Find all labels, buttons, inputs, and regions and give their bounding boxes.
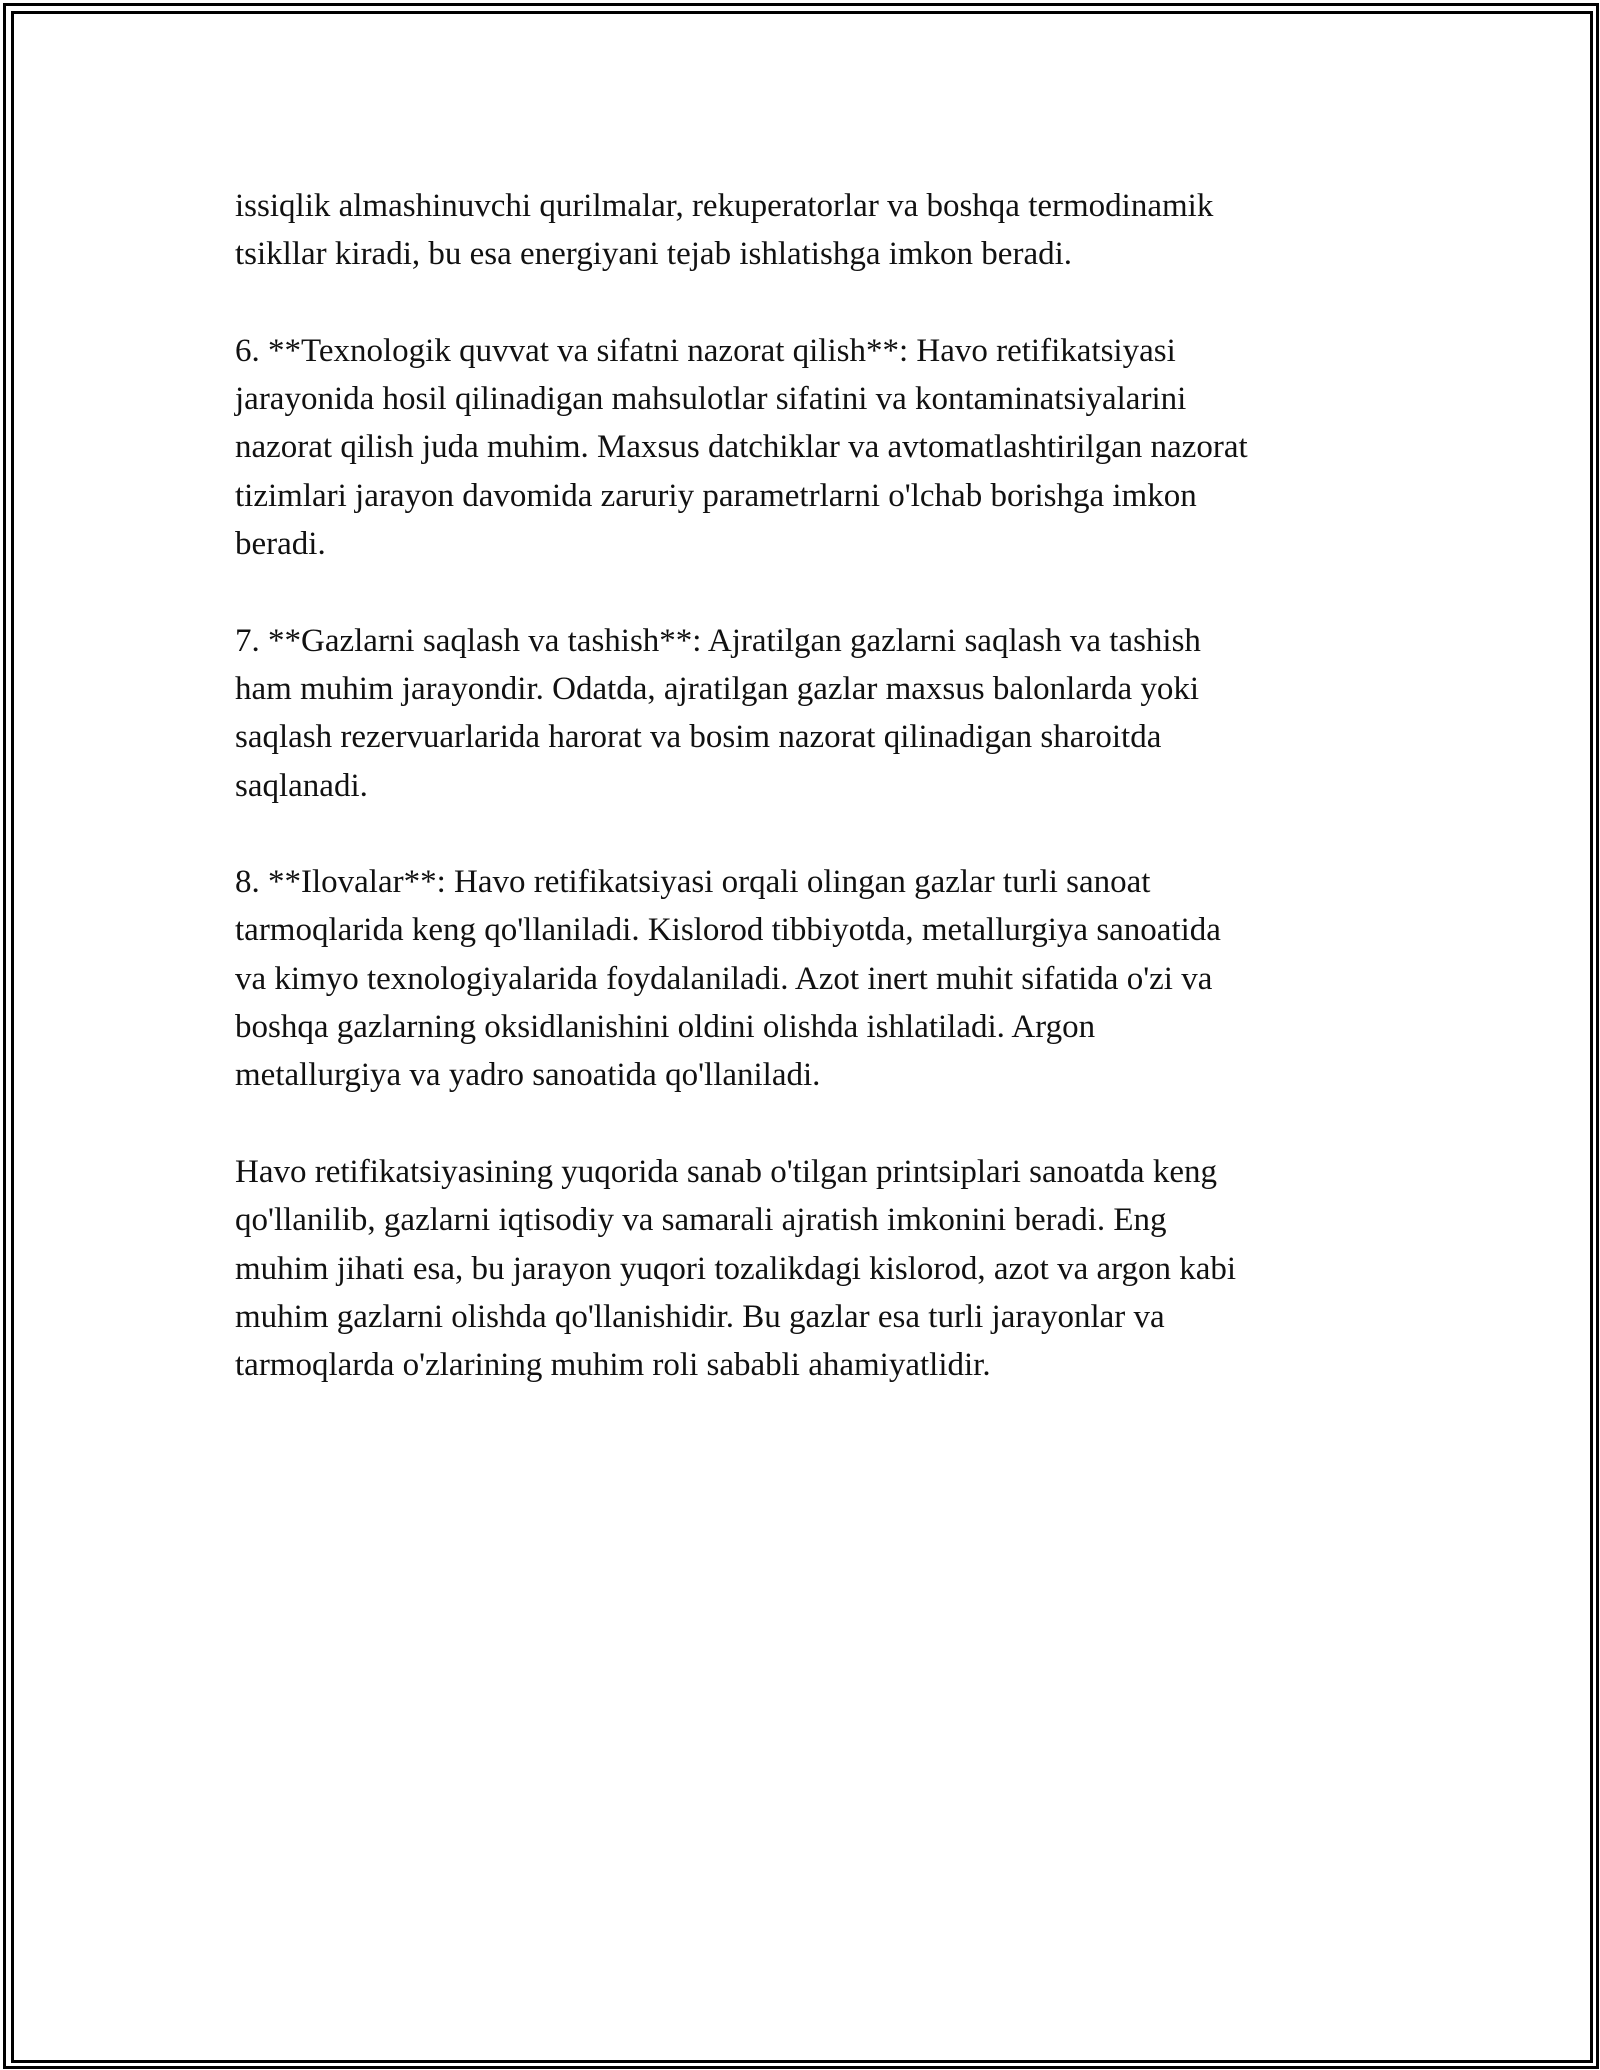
paragraph-continuation <box>235 182 1385 279</box>
text-line: qo'llanilib, gazlarni iqtisodiy va samarali ajratish imkonini beradi. Eng <box>235 1202 1167 1239</box>
text-line: boshqa gazlarning oksidlanishini oldini olishda ishlatiladi. Argon <box>235 1009 1096 1046</box>
text-line: ham muhim jarayondir. Odatda, ajratilgan gazlar maxsus balonlarda yoki <box>235 670 1200 707</box>
document-body <box>235 182 1385 1438</box>
text-line: saqlash rezervuarlarida harorat va bosim nazorat qilinadigan sharoitda <box>235 719 1162 756</box>
paragraph-item-6 <box>235 327 1385 568</box>
paragraph-item-8 <box>235 858 1385 1099</box>
text-line: 8. **Ilovalar**: Havo retifikatsiyasi orqali olingan gazlar turli sanoat <box>235 864 1151 901</box>
text-line: nazorat qilish juda muhim. Maxsus datchiklar va avtomatlashtirilgan nazorat <box>235 429 1248 466</box>
text-line: issiqlik almashinuvchi qurilmalar, rekuperatorlar va boshqa termodinamik <box>235 188 1214 224</box>
paragraph-item-7 <box>235 617 1385 810</box>
text-line: muhim jihati esa, bu jarayon yuqori tozalikdagi kislorod, azot va argon kabi <box>235 1250 1237 1287</box>
text-line: tsikllar kiradi, bu esa energiyani tejab ishlatishga imkon beradi. <box>235 236 1073 273</box>
text-line: Havo retifikatsiyasining yuqorida sanab o'tilgan printsiplari sanoatda keng <box>235 1153 1217 1190</box>
text-line: jarayonida hosil qilinadigan mahsulotlar sifatini va kontaminatsiyalarini <box>235 381 1187 418</box>
text-line: 7. **Gazlarni saqlash va tashish**: Ajratilgan gazlarni saqlash va tashish <box>235 622 1201 659</box>
text-line: 6. **Texnologik quvvat va sifatni nazorat qilish**: Havo retifikatsiyasi <box>235 332 1176 369</box>
text-line: saqlanadi. <box>235 767 368 804</box>
text-line: tizimlari jarayon davomida zaruriy parametrlarni o'lchab borishga imkon <box>235 477 1197 514</box>
text-line: tarmoqlarida keng qo'llaniladi. Kislorod tibbiyotda, metallurgiya sanoatida <box>235 912 1221 949</box>
paragraph-conclusion <box>235 1148 1385 1389</box>
text-line: metallurgiya va yadro sanoatida qo'llaniladi. <box>235 1057 821 1094</box>
text-line: beradi. <box>235 526 326 563</box>
text-line: muhim gazlarni olishda qo'llanishidir. Bu gazlar esa turli jarayonlar va <box>235 1298 1165 1335</box>
text-line: va kimyo texnologiyalarida foydalaniladi. Azot inert muhit sifatida o'zi va <box>235 960 1213 997</box>
text-line: tarmoqlarda o'zlarining muhim roli sababli ahamiyatlidir. <box>235 1347 991 1384</box>
